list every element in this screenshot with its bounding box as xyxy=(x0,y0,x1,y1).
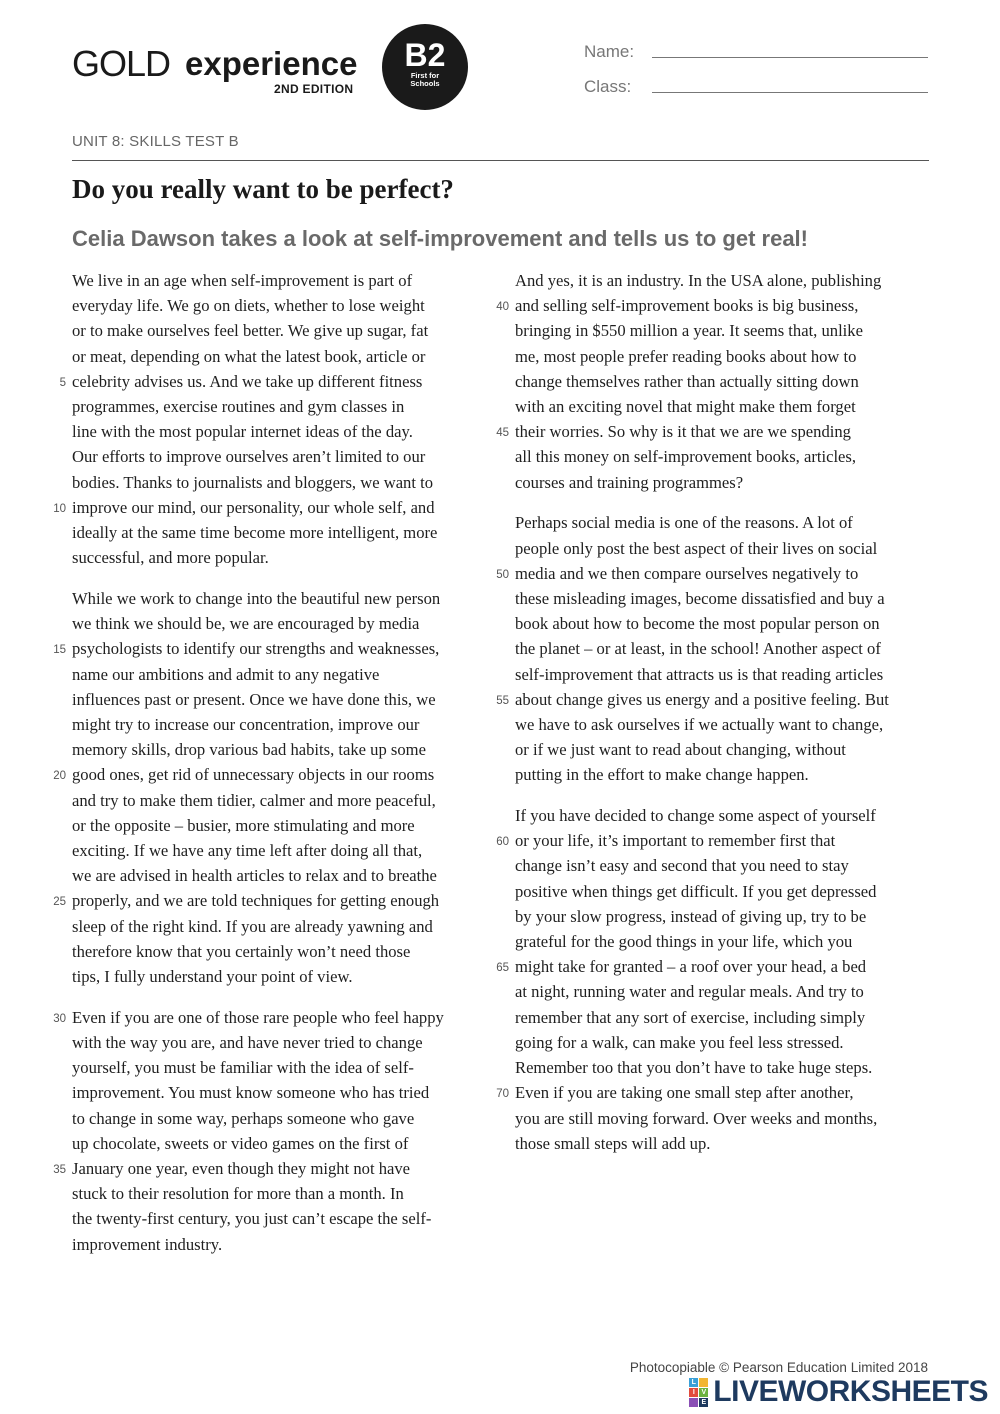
liveworksheets-logo[interactable] xyxy=(689,1377,988,1407)
text-line: and try to make them tidier, calmer and more peaceful, xyxy=(72,790,436,810)
line-text: about change gives us energy and a positive feeling. But xyxy=(515,689,889,709)
text-line xyxy=(496,293,933,318)
text-line: to change in some way, perhaps someone who gave xyxy=(72,1108,415,1128)
text-line: sleep of the right kind. If you are already yawning and xyxy=(72,916,433,936)
line-number: 50 xyxy=(496,568,509,581)
lw-block xyxy=(699,1378,708,1387)
text-line: bodies. Thanks to journalists and bloggers, we want to xyxy=(72,472,434,492)
liveworksheets-wordmark: LIVEWORKSHEETS xyxy=(713,1375,988,1408)
text-line: While we work to change into the beautiful new person xyxy=(72,588,441,608)
liveworksheets-icon xyxy=(689,1378,708,1407)
text-line: therefore know that you certainly won’t need those xyxy=(72,941,411,961)
line-number: 35 xyxy=(53,1163,66,1176)
text-line: with an exciting novel that might make them forget xyxy=(515,397,856,417)
line-text: improve our mind, our personality, our whole self, and xyxy=(72,497,435,517)
text-line: people only post the best aspect of their lives on social xyxy=(515,538,878,558)
line-text: media and we then compare ourselves negatively to xyxy=(515,563,859,583)
text-line: stuck to their resolution for more than a month. In xyxy=(72,1184,404,1204)
line-number: 40 xyxy=(496,301,509,314)
text-line xyxy=(496,954,933,979)
lw-block: L xyxy=(689,1378,698,1387)
text-line: programmes, exercise routines and gym classes in xyxy=(72,397,405,417)
text-line: change isn’t easy and second that you need to stay xyxy=(515,856,849,876)
text-line: ideally at the same time become more intelligent, more xyxy=(72,523,438,543)
text-line: or to make ourselves feel better. We give up sugar, fat xyxy=(72,321,429,341)
line-text: or your life, it’s important to remember first that xyxy=(515,831,836,851)
text-line: tips, I fully understand your point of view. xyxy=(72,966,353,986)
copyright-notice: Photocopiable © Pearson Education Limited 2018 xyxy=(629,1360,928,1375)
line-number: 20 xyxy=(53,770,66,783)
text-line: We live in an age when self-improvement is part of xyxy=(72,271,413,290)
text-line: courses and training programmes? xyxy=(515,472,744,492)
text-line: everyday life. We go on diets, whether to lose weight xyxy=(72,296,425,316)
text-line: exciting. If we have any time left after doing all that, xyxy=(72,840,423,860)
text-line: memory skills, drop various bad habits, take up some xyxy=(72,740,426,760)
lw-block: V xyxy=(699,1388,708,1397)
line-text: Even if you are one of those rare people who feel happy xyxy=(72,1007,444,1027)
line-text: good ones, get rid of unnecessary objects in our rooms xyxy=(72,765,435,785)
text-line: positive when things get difficult. If you get depressed xyxy=(515,881,877,901)
badge-sub-2: Schools xyxy=(410,79,440,88)
header-divider xyxy=(72,160,929,161)
unit-label: UNIT 8: SKILLS TEST B xyxy=(72,133,239,150)
text-line xyxy=(496,828,933,853)
badge-sub-1: First for xyxy=(410,71,440,80)
text-line: up chocolate, sweets or video games on the first of xyxy=(72,1133,409,1153)
text-line xyxy=(53,762,490,787)
text-line xyxy=(496,419,933,444)
text-line: name our ambitions and admit to any negative xyxy=(72,664,380,684)
line-text: January one year, even though they might not have xyxy=(72,1158,411,1178)
line-number: 70 xyxy=(496,1088,509,1101)
text-line: or meat, depending on what the latest book, article or xyxy=(72,346,426,366)
text-line: all this money on self-improvement books, articles, xyxy=(515,447,857,467)
lw-block: I xyxy=(689,1388,698,1397)
text-line: going for a walk, can make you feel less stressed. xyxy=(515,1032,844,1052)
text-line: me, most people prefer reading books about how to xyxy=(515,346,857,366)
edition-label: 2ND EDITION xyxy=(274,82,354,96)
text-line: grateful for the good things in your life, which you xyxy=(515,932,853,952)
badge-level: B2 xyxy=(404,37,446,73)
paragraph-2 xyxy=(53,586,490,989)
paragraph-4 xyxy=(496,268,933,495)
text-line xyxy=(53,636,490,661)
text-line: these misleading images, become dissatisfied and buy a xyxy=(515,588,885,608)
line-number: 5 xyxy=(59,376,66,389)
text-line xyxy=(53,495,490,520)
text-line xyxy=(496,561,933,586)
text-line: change themselves rather than actually sitting down xyxy=(515,371,859,391)
left-column xyxy=(53,268,490,1272)
text-line xyxy=(59,369,490,394)
text-line: If you have decided to change some aspect of yourself xyxy=(515,806,876,826)
line-text: and selling self-improvement books is big business, xyxy=(515,296,859,316)
text-line: influences past or present. Once we have done this, we xyxy=(72,689,436,709)
text-line: at night, running water and regular meals. And try to xyxy=(515,982,864,1002)
text-line: Perhaps social media is one of the reasons. A lot of xyxy=(515,513,853,533)
line-text: their worries. So why is it that we are we spending xyxy=(515,422,851,442)
text-line: improvement. You must know someone who has tried xyxy=(72,1083,430,1103)
text-line: we are advised in health articles to relax and to breathe xyxy=(72,866,437,886)
line-number: 30 xyxy=(53,1012,66,1025)
text-line: Our efforts to improve ourselves aren’t limited to our xyxy=(72,447,426,467)
line-number: 60 xyxy=(496,836,509,849)
line-text: celebrity advises us. And we take up different fitness xyxy=(72,371,423,391)
lw-block xyxy=(689,1398,698,1407)
text-line xyxy=(496,1080,933,1105)
name-field[interactable] xyxy=(652,57,928,58)
text-line: we think we should be, we are encouraged by media xyxy=(72,614,420,634)
text-line: book about how to become the most popular person on xyxy=(515,614,880,634)
text-line: or the opposite – busier, more stimulating and more xyxy=(72,815,415,835)
text-line: And yes, it is an industry. In the USA alone, publishing xyxy=(515,271,882,290)
text-line xyxy=(496,687,933,712)
class-label: Class: xyxy=(584,77,632,96)
line-text: properly, and we are told techniques for getting enough xyxy=(72,891,440,911)
text-line: line with the most popular internet ideas of the day. xyxy=(72,422,413,442)
right-column xyxy=(496,268,933,1171)
paragraph-6 xyxy=(496,803,933,1156)
level-badge xyxy=(382,24,468,110)
paragraph-3 xyxy=(53,1005,490,1257)
line-number: 25 xyxy=(53,896,66,909)
name-label: Name: xyxy=(584,42,635,61)
lw-block: E xyxy=(699,1398,708,1407)
text-line: or if we just want to read about changing, without xyxy=(515,740,846,760)
text-line: the planet – or at least, in the school! Another aspect of xyxy=(515,639,881,659)
text-line: improvement industry. xyxy=(72,1234,223,1254)
paragraph-5 xyxy=(496,510,933,787)
line-number: 45 xyxy=(496,427,509,440)
line-text: Even if you are taking one small step after another, xyxy=(515,1083,854,1103)
logo-experience-text: experience xyxy=(185,45,358,82)
text-line: you are still moving forward. Over weeks and months, xyxy=(515,1108,878,1128)
text-line xyxy=(53,1005,490,1030)
text-line: those small steps will add up. xyxy=(515,1133,711,1153)
line-number: 10 xyxy=(53,502,66,515)
text-line: the twenty-first century, you just can’t escape the self- xyxy=(72,1209,432,1229)
line-number: 65 xyxy=(496,962,509,975)
line-number: 55 xyxy=(496,694,509,707)
text-line: putting in the effort to make change happen. xyxy=(515,765,809,785)
line-text: psychologists to identify our strengths and weaknesses, xyxy=(72,639,440,659)
logo-gold-text: GOLD xyxy=(72,43,171,84)
text-line: yourself, you must be familiar with the idea of self- xyxy=(72,1058,414,1078)
text-line: self-improvement that attracts us is that reading articles xyxy=(515,664,884,684)
text-line: with the way you are, and have never tried to change xyxy=(72,1032,423,1052)
page-subtitle: Celia Dawson takes a look at self-improvement and tells us to get real! xyxy=(72,226,808,251)
text-line: might try to increase our concentration, improve our xyxy=(72,714,420,734)
text-line xyxy=(53,1156,490,1181)
line-text: might take for granted – a roof over your head, a bed xyxy=(515,957,867,977)
text-line: by your slow progress, instead of giving up, try to be xyxy=(515,906,867,926)
class-field[interactable] xyxy=(652,92,928,93)
text-line: successful, and more popular. xyxy=(72,548,269,568)
line-number: 15 xyxy=(53,644,66,657)
text-line: bringing in $550 million a year. It seems that, unlike xyxy=(515,321,863,341)
page-title: Do you really want to be perfect? xyxy=(72,174,454,204)
paragraph-1 xyxy=(53,268,490,570)
text-line: Remember too that you don’t have to take huge steps. xyxy=(515,1058,873,1078)
text-line xyxy=(53,888,490,913)
text-line: remember that any sort of exercise, including simply xyxy=(515,1007,866,1027)
text-line: we have to ask ourselves if we actually want to change, xyxy=(515,714,884,734)
